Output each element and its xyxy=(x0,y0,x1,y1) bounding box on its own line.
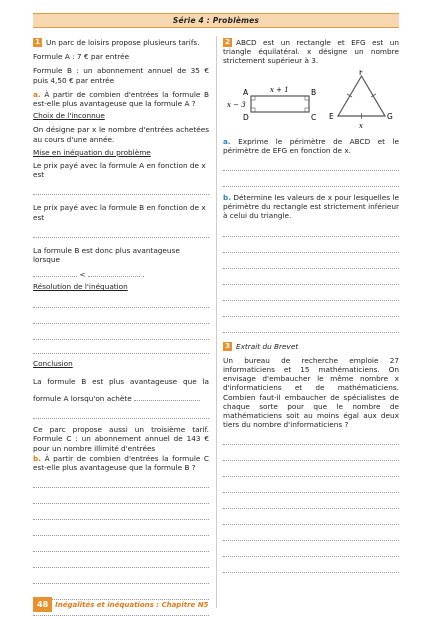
label-f: F xyxy=(359,69,364,77)
less-than-sign: < xyxy=(79,270,86,280)
answer-line[interactable] xyxy=(33,403,209,419)
page-footer xyxy=(33,597,208,612)
column-divider xyxy=(216,36,217,608)
question-a-text: Exprime le périmètre de ABCD et le périmètre de EFG en fonction de x. xyxy=(223,136,399,155)
prix-a-text: Le prix payé avec la formule A en fonction de x est xyxy=(33,161,206,180)
answer-line[interactable] xyxy=(33,568,209,584)
prix-b-text: Le prix payé avec la formule B en fonction de x est xyxy=(33,203,206,222)
answer-line[interactable] xyxy=(33,308,209,324)
series-header xyxy=(33,13,399,28)
label-triangle-side: x xyxy=(359,121,363,130)
question-a-label: a. xyxy=(223,136,231,146)
answer-line[interactable] xyxy=(223,445,399,461)
answer-line[interactable] xyxy=(223,429,399,445)
answer-line[interactable] xyxy=(33,324,209,340)
formula-a: Formule A : 7 € par entrée xyxy=(33,52,130,62)
answer-line[interactable] xyxy=(223,171,399,187)
inequality-blank-right[interactable] xyxy=(88,276,140,277)
label-c: C xyxy=(311,112,317,122)
question-a-text: À partir de combien d'entrées la formule B est-elle plus avantageuse que la formule A ? xyxy=(33,89,209,109)
answer-line[interactable] xyxy=(223,541,399,557)
footer-chapter: Inégalités et inéquations : Chapitre N5 xyxy=(55,601,209,609)
answer-line[interactable] xyxy=(223,285,399,301)
question-b-text: Détermine les valeurs de x pour lesquelles le périmètre du rectangle est strictement inférieur à celui du triangle. xyxy=(223,193,400,221)
page-number: 48 xyxy=(33,597,52,612)
label-d: D xyxy=(243,112,249,122)
exercise-number: 1 xyxy=(33,38,42,47)
answer-line[interactable] xyxy=(33,292,209,308)
geometry-figure xyxy=(223,70,399,132)
answer-line[interactable] xyxy=(223,269,399,285)
answer-line[interactable] xyxy=(223,253,399,269)
ex3-text: Un bureau de recherche emploie 27 informaticiens et 15 mathématiciens. On envisage d'embaucher le même nombre x d'informaticiens et de mathématiciens. Combien faut-il embaucher de spécialistes de chaque sorte pour que le nombre de mathématiciens soit au moins égal aux deux tiers du nombre d'informaticiens ? xyxy=(223,355,399,430)
answer-line[interactable] xyxy=(223,477,399,493)
answer-line[interactable] xyxy=(33,472,209,488)
answer-line[interactable] xyxy=(33,536,209,552)
exercise-3 xyxy=(223,342,399,574)
ex1-intro: Un parc de loisirs propose plusieurs tarifs. xyxy=(46,38,200,47)
answer-line[interactable] xyxy=(33,552,209,568)
inequality-blank-left[interactable] xyxy=(33,276,77,277)
answer-line[interactable] xyxy=(33,488,209,504)
label-g: G xyxy=(387,111,393,121)
answer-line[interactable] xyxy=(223,155,399,171)
question-b-label: b. xyxy=(33,453,41,463)
answer-line[interactable] xyxy=(223,557,399,573)
answer-line[interactable] xyxy=(33,179,209,195)
ex2-intro: ABCD est un rectangle et EFG est un triangle équilatéral. x désigne un nombre strictement supérieur à 3. xyxy=(223,38,399,66)
answer-line[interactable] xyxy=(223,525,399,541)
conclusion-text-2: formule A lorsqu'on achète xyxy=(33,394,132,404)
answer-line[interactable] xyxy=(223,461,399,477)
exercise-1: 1 Un parc de loisirs propose plusieurs tarifs. Formule A : 7 € par entrée Formule B : un abonnement annuel de 35 € puis 4,50 € par entrée a. À partir de combien d'entrées la formule B est-elle plus avantageuse que la formule A ? Choix de l'inconnue On désigne par x le nombre d'entrées achetées au cours d'une année. Mise en inéquation du problème Le prix payé avec la formule A en fonction de x est Le prix payé avec la formule B en fonction de x est La formule B est donc plus avantageuse lorsque < . Résolution de l'inéquation Conclusion La formule B est plus avantageuse que la formule A lorsqu'on achète Ce parc propose aussi un troisième tarif. Formule C : un abonnement annuel de 143 € pour un nombre illimité d'entrées b. À partir de combien d'entrées la formule C est-elle plus avantageuse que la formule B ? xyxy=(33,38,209,616)
label-left-side: x − 3 xyxy=(227,100,246,109)
exercise-number: 3 xyxy=(223,342,232,351)
answer-line[interactable] xyxy=(33,340,209,354)
answer-line[interactable] xyxy=(223,317,399,333)
conclusion-title: Conclusion xyxy=(33,358,73,368)
answer-line[interactable] xyxy=(223,221,399,237)
answer-line[interactable] xyxy=(223,237,399,253)
ex3-title: Extrait du Brevet xyxy=(236,341,299,351)
conclusion-text-1: La formule B est plus avantageuse que la xyxy=(33,376,209,386)
label-e: E xyxy=(329,111,334,121)
answer-line[interactable] xyxy=(223,493,399,509)
answer-line[interactable] xyxy=(33,504,209,520)
choix-title: Choix de l'inconnue xyxy=(33,111,105,121)
question-a-label: a. xyxy=(33,89,41,99)
triangle-efg xyxy=(338,76,385,119)
rectangle-abcd xyxy=(251,96,309,112)
answer-line[interactable] xyxy=(33,520,209,536)
resolution-title: Résolution de l'inéquation xyxy=(33,282,128,292)
exercise-number: 2 xyxy=(223,38,232,47)
answer-line[interactable] xyxy=(223,301,399,317)
label-top-side: x + 1 xyxy=(270,85,289,94)
label-a: A xyxy=(243,87,249,97)
conclusion-blank[interactable] xyxy=(134,400,200,401)
troisieme-tarif: Ce parc propose aussi un troisième tarif. Formule C : un abonnement annuel de 143 € pour un nombre illimité d'entrées xyxy=(33,425,209,453)
formula-b: Formule B : un abonnement annuel de 35 € puis 4,50 € par entrée xyxy=(33,66,209,85)
donc-text: La formule B est donc plus avantageuse lorsque xyxy=(33,245,180,265)
mise-title: Mise en inéquation du problème xyxy=(33,147,151,157)
question-b-label: b. xyxy=(223,193,231,203)
answer-line[interactable] xyxy=(33,222,209,238)
question-b-text: À partir de combien d'entrées la formule C est-elle plus avantageuse que la formule B ? xyxy=(33,453,209,473)
choix-text: On désigne par x le nombre d'entrées achetées au cours d'une année. xyxy=(33,125,209,144)
answer-line[interactable] xyxy=(223,509,399,525)
series-title: Série 4 : Problèmes xyxy=(172,16,260,25)
exercise-2 xyxy=(223,38,399,573)
label-b: B xyxy=(311,87,317,97)
